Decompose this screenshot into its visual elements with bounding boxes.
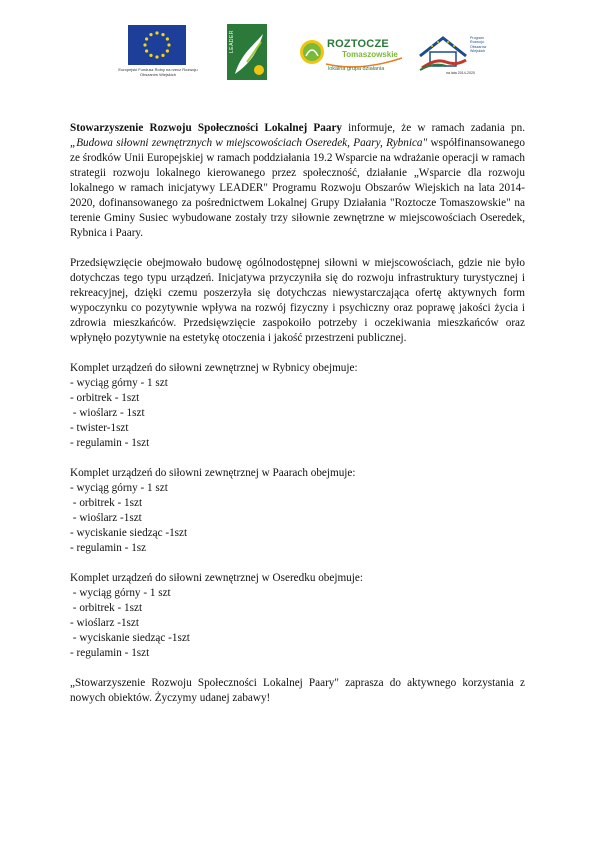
equipment-list-paary [70,466,525,556]
logo-bar [0,22,595,84]
list-item: - twister-1szt [70,422,129,434]
list-item: - regulamin - 1szt [70,647,150,659]
intro-lead: informuje, że w ramach zadania pn. [342,122,526,134]
list-item: - wyciąg górny - 1 szt [70,377,168,389]
prow-years: na lata 2014-2020 [446,71,475,75]
intro-rest: współfinansowanego ze środków Unii Europejskiej w ramach poddziałania 19.2 Wsparcie na wdrażanie operacji w ramach strategii rozwoju lokalnego kierowanego przez społeczność, działanie „Wsparcie dla rozwoju lokalnego w ramach inicjatywy LEADER" Programu Rozwoju Obszarów Wiejskich na lata 2014-2020, dofinansowanego za pośrednictwem Lokalnej Grupy Działania "Roztocze Tomaszowskie" na terenie Gminy Susiec wybudowane zostały trzy siłownie zewnętrzne w miejscowościach Oseredek, Rybnica i Paary. [70,137,525,239]
intro-paragraph [70,121,525,241]
list-item: - regulamin - 1szt [70,437,150,449]
list-item: - wyciskanie siedząc -1szt [70,632,190,644]
roztocze-title: ROZTOCZE [327,38,389,50]
prow-line: Obszarów [470,44,487,49]
list-item: - orbitrek - 1szt [70,497,143,509]
list-item: - wyciskanie siedząc -1szt [70,527,188,539]
prow-line: Rozwoju [470,40,484,45]
list-item: - orbitrek - 1szt [70,392,140,404]
prow-text [470,36,500,53]
task-name: „Budowa siłowni zewnętrznych w miejscowościach Oseredek, Paary, Rybnica" [70,137,428,149]
prow-line: Program [470,36,484,40]
eu-caption: Europejski Fundusz Rolny na rzecz Rozwoju Obszarów Wiejskich [118,67,198,77]
organization-name: Stowarzyszenie Rozwoju Społeczności Lokalnej Paary [70,122,343,134]
roztocze-tagline: lokalna grupa działania [328,66,385,72]
roztocze-subtitle: Tomaszowskie [342,50,398,59]
list-item: - wioślarz -1szt [70,617,139,629]
eu-flag-icon [128,25,186,65]
list-item: - wyciąg górny - 1 szt [70,587,171,599]
prow-logo [416,32,498,78]
list-item: - orbitrek - 1szt [70,602,143,614]
list-item: - wyciąg górny - 1 szt [70,482,168,494]
equipment-list-rybnica [70,361,525,451]
list-item: - wioślarz - 1szt [70,407,145,419]
roztocze-logo [298,32,404,76]
prow-line: Wiejskich [470,48,486,53]
closing-paragraph: „Stowarzyszenie Rozwoju Społeczności Lokalnej Paary" zaprasza do aktywnego korzystania z nowych obiektów. Życzymy udanej zabawy! [70,677,525,704]
list-item: - wioślarz -1szt [70,512,142,524]
list-heading: Komplet urządzeń do siłowni zewnętrznej w Paarach obejmuje: [70,467,356,479]
eu-logo [118,22,198,84]
document-body [70,121,525,706]
list-heading: Komplet urządzeń do siłowni zewnętrznej w Rybnicy obejmuje: [70,362,358,374]
equipment-list-oseredek [70,571,525,661]
list-item: - regulamin - 1sz [70,542,147,554]
description-paragraph: Przedsięwzięcie obejmowało budowę ogólnodostępnej siłowni w miejscowościach, gdzie nie było dotychczas tego typu urządzeń. Inicjatywa przyczyniła się do rozwoju infrastruktury turystycznej i rekreacyjnej, dzięki czemu poszerzyła się dotychczas niewystarczająca ofertę aktywnych form wypoczynku co pozytywnie wpływa na rozwój fizyczny i psychiczny oraz poprawę jakości życia i zdrowia mieszkańców. Przedsięwzięcie zaspokoiło potrzeby i oczekiwania mieszkańców oraz wpłynęło pozytywnie na estetykę otoczenia i jakość przestrzeni publicznej. [70,257,525,344]
leader-text: LEADER [229,30,235,54]
leader-logo [227,24,267,80]
list-heading: Komplet urządzeń do siłowni zewnętrznej w Oseredku obejmuje: [70,572,363,584]
